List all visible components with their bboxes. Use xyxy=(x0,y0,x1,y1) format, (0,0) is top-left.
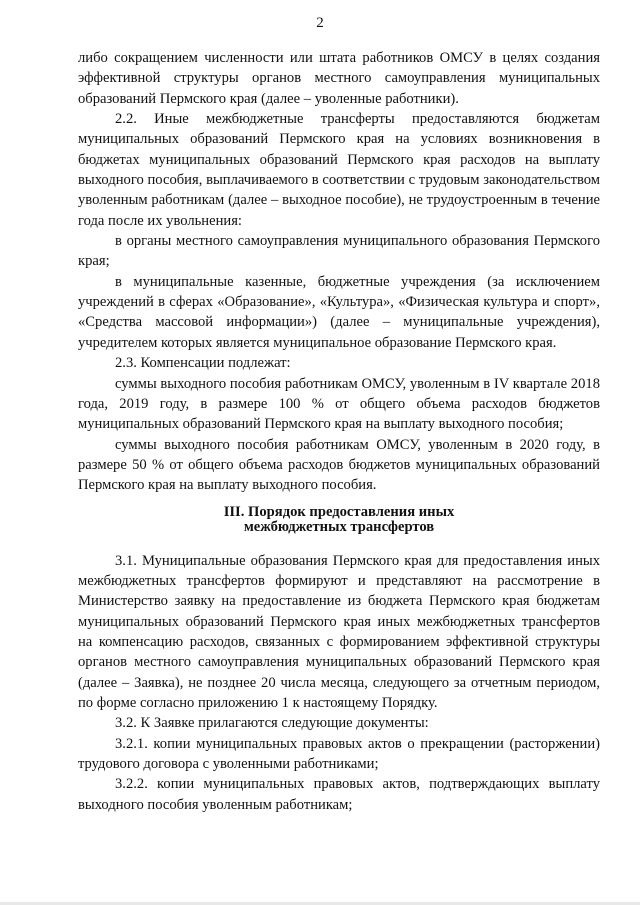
paragraph: в муниципальные казенные, бюджетные учреждения (за исключением учреждений в сферах «Образование», «Культура», «Физическая культура и спорт», «Средства массовой информации») (далее – муниципальные учреждения), учредителем которых является муниципальное образование Пермского края. xyxy=(78,273,600,351)
paragraphs-before-section xyxy=(78,48,600,496)
paragraph: 3.1. Муниципальные образования Пермского края для предоставления иных межбюджетных трансфертов формируют и представляют на рассмотрение в Министерство заявку на предоставление из бюджета Пермского края бюджетам муниципальных образований Пермского края иных межбюджетных трансфертов на компенсацию расходов, связанных с формированием эффективной структуры органов местного самоуправления муниципальных образований Пермского края (далее – Заявка), не позднее 20 числа месяца, следующего за отчетным периодом, по форме согласно приложению 1 к настоящему Порядку. xyxy=(78,552,600,711)
section-heading xyxy=(78,505,600,535)
section-heading-line-2: межбюджетных трансфертов xyxy=(243,518,435,535)
paragraph: суммы выходного пособия работникам ОМСУ, уволенным в IV квартале 2018 года, 2019 году, в размере 100 % от общего объема расходов бюджетов муниципальных образований Пермского края на выплату выходного пособия; xyxy=(78,375,600,433)
page-number: 2 xyxy=(316,15,324,31)
paragraph: либо сокращением численности или штата работников ОМСУ в целях создания эффективной структуры органов местного самоуправления муниципальных образований Пермского края (далее – уволенные работники). xyxy=(78,50,600,107)
paragraphs-after-section xyxy=(78,551,600,815)
section-heading-line-1: III. Порядок предоставления иных xyxy=(223,503,455,520)
paragraph: 2.2. Иные межбюджетные трансферты предоставляются бюджетам муниципальных образований Пермского края на условиях возникновения в бюджетах муниципальных образований Пермского края расходов на выплату выходного пособия, выплачиваемого в соответствии с трудовым законодательством уволенным работникам (далее – выходное пособие), не трудоустроенным в течение года после их увольнения: xyxy=(78,111,600,229)
paragraph: 3.2.2. копии муниципальных правовых актов, подтверждающих выплату выходного пособия уволенным работникам; xyxy=(78,776,600,813)
paragraph: суммы выходного пособия работникам ОМСУ, уволенным в 2020 году, в размере 50 % от общего объема расходов бюджетов муниципальных образований Пермского края на выплату выходного пособия. xyxy=(78,436,600,494)
paragraph: 3.2.1. копии муниципальных правовых актов о прекращении (расторжении) трудового договора с уволенными работниками; xyxy=(78,735,600,772)
paragraph: 3.2. К Заявке прилагаются следующие документы: xyxy=(115,715,429,732)
document-body xyxy=(78,48,600,815)
paragraph: 2.3. Компенсации подлежат: xyxy=(115,355,291,372)
paragraph: в органы местного самоуправления муниципального образования Пермского края; xyxy=(78,233,600,270)
